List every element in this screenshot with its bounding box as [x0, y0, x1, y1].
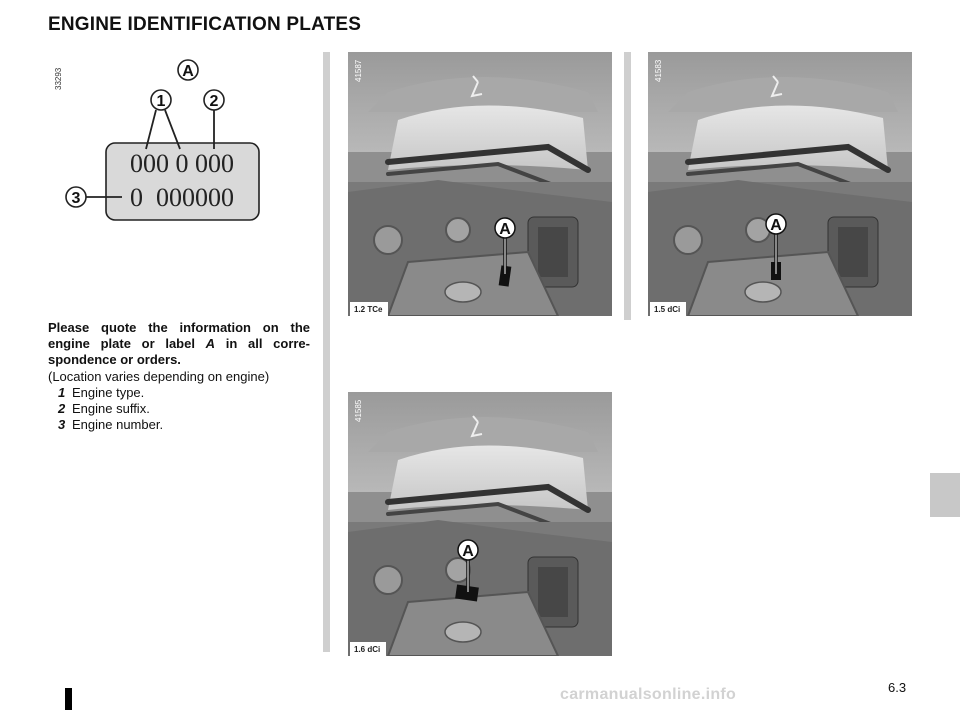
item-number: 3 — [58, 417, 66, 433]
item-text: Engine type. — [72, 384, 145, 400]
plate-line-1: 000 0 000 — [130, 149, 234, 178]
page-title: ENGINE IDENTIFICATION PLATES — [48, 14, 362, 35]
photo-caption: 1.6 dCi — [350, 642, 386, 656]
location-marker-a: A — [770, 217, 782, 234]
photo-code: 41587 — [354, 59, 363, 82]
engine-photo-1-6-dci — [348, 392, 612, 656]
list-item — [48, 385, 310, 401]
lead-part-1: Please quote the information on the engine plate or label — [48, 320, 310, 352]
watermark: carmanualsonline.info — [560, 686, 737, 703]
lead-italic-a: A — [205, 336, 216, 352]
callout-a-label: A — [182, 63, 194, 80]
photo-caption: 1.2 TCe — [350, 302, 388, 316]
footer-mark — [65, 688, 72, 710]
item-number: 2 — [58, 401, 66, 417]
engine-bay-illustration — [648, 52, 912, 316]
item-text: Engine suffix. — [72, 401, 150, 417]
engine-plate-figure — [50, 52, 320, 232]
column-divider-left — [323, 52, 330, 652]
plate-line-2: 0 000000 — [130, 183, 234, 212]
instruction-text — [48, 320, 310, 433]
location-note: (Location varies depending on engine) — [48, 368, 270, 384]
list-item — [48, 401, 310, 417]
engine-photo-1-5-dci — [648, 52, 912, 316]
callout-2-label: 2 — [209, 93, 219, 110]
instruction-lead — [48, 320, 310, 369]
lead-part-2: in all corre-spondence or orders. — [48, 336, 310, 368]
engine-bay-illustration — [348, 52, 612, 316]
page-number: 6.3 — [888, 680, 907, 695]
item-number: 1 — [58, 384, 66, 400]
callout-1-label: 1 — [156, 93, 166, 110]
section-tab — [930, 473, 960, 517]
engine-bay-illustration — [348, 392, 612, 656]
location-marker-a: A — [462, 543, 474, 560]
list-item — [48, 417, 310, 433]
engine-photo-1-2-tce — [348, 52, 612, 316]
photo-code: 41585 — [354, 399, 363, 422]
photo-code: 41583 — [654, 59, 663, 82]
figure-code: 33293 — [54, 67, 63, 90]
item-text: Engine number. — [72, 417, 164, 433]
callout-3-label: 3 — [71, 190, 81, 207]
photo-caption: 1.5 dCi — [650, 302, 686, 316]
column-divider-right — [624, 52, 631, 320]
location-marker-a: A — [499, 221, 511, 238]
